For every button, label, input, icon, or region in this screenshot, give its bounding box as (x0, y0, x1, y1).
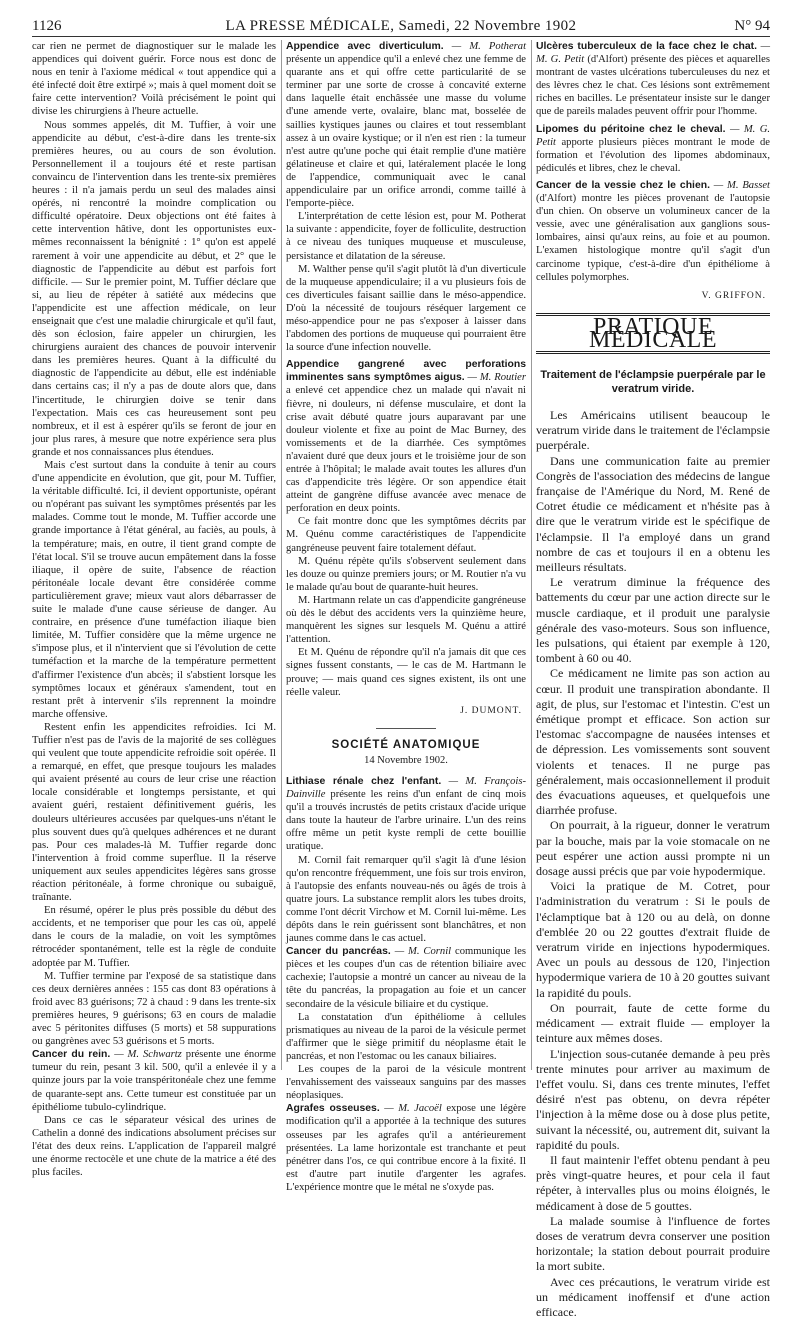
paragraph: Avec ces précautions, le veratrum viride est un médicament inoffensif et d'une action efficace. (536, 1274, 770, 1319)
issue-number: N° 94 (734, 18, 770, 34)
article-text: expose une légère modification qu'il a apportée à la technique des sutures osseuses par les agrafes qu'il a antérieurement présentées. La lame horizontale est tranchante et peut pénétrer dans l'os, ce qui contribue encore à la fixité. Il est d'autre part inutile d'argenter les agrafes. L'expérience montre que le métal ne s'oxyde pas. (286, 1103, 526, 1193)
paragraph: Dans ce cas le séparateur vésical des urines de Cathelin a donné des indications absolument précises sur l'état des deux reins. L'application de l'appareil malgré une énorme rectocèle et une chute de la matrice a été des plus faciles. (32, 1114, 276, 1179)
article-block (286, 1102, 526, 1194)
paragraph: M. Walther pense qu'il s'agit plutôt là d'un diverticule de la muqueuse appendiculaire; il a vu plusieurs fois de ces diverticules faisant saillie dans le méso-appendice. D'où la nécessité de toujours réséquer largement ce méso-appendice pour ne pas s'exposer à laisser dans l'abdomen des portions de muqueuse qui pourraient être la source d'une infection nouvelle. (286, 263, 526, 354)
paragraph: La malade soumise à l'influence de fortes doses de veratrum devra conserver une position horizontale; la station debout pourrait produire la mort subite. (536, 1213, 770, 1274)
paragraph: car rien ne permet de diagnostiquer sur le malade les appendices qui doivent guérir. Force nous est donc de nous en tenir à l'axiome médical « tout appendice qui a été infecté doit être extirpé »; mais à quel moment doit se faire cette intervention? Voilà précisément le point qui divise les chirurgiens à l'heure actuelle. (32, 41, 276, 118)
column-divider (531, 40, 532, 1070)
signature: V. GRIFFON. (701, 290, 766, 301)
article-heading: Cancer de la vessie chez le chien. (536, 179, 710, 191)
article-text: a enlevé cet appendice chez un malade qui n'avait ni fièvre, ni douleurs, ni défense musculaire, et dont la crise avait débuté quatre jours auparavant par une douleur violente et fixe au point de Mac Burney, des vomissements et de la diarrhée. Ces symptômes n'avaient duré que deux jours et le troisième jour de son entrée à l'hôpital; le malade avait toutes les allures d'un cas d'appendicite très légère. Or son appendice était atteint de gangrène diffuse avancée avec menace de perforation en deux points. (286, 385, 526, 515)
article-author: — M. Jacoël (384, 1103, 442, 1115)
article-text: présente les reins d'un enfant de cinq mois qu'il a trouvés incrustés de petits cristaux d'acide urique dans toute la hauteur de l'arbre urinaire. L'un des reins offre même un petit kyste rempli de cette bouillie uratique. (286, 789, 526, 853)
paragraph: Les coupes de la paroi de la vésicule montrent l'envahissement des vaisseaux sanguins par des masses néoplasiques. (286, 1064, 526, 1102)
paragraph: L'injection sous-cutanée demande à peu près trente minutes pour arriver au maximum de l'effet voulu. Si, dans ces trente minutes, l'effet désiré n'est pas obtenu, on devra répéter l'injection à la même dose ou à dose plus petite, suivant la nécessité, ou, autrement dit, suivant la rapidité du pouls. (536, 1046, 770, 1152)
article-heading: Ulcères tuberculeux de la face chez le chat. (536, 41, 757, 52)
article-rein (32, 1048, 276, 1113)
article-block (536, 123, 770, 175)
article-block (286, 358, 526, 515)
article-block (536, 40, 770, 119)
paragraph: Et M. Quénu de répondre qu'il n'a jamais dit que ces signes fussent constants, — le cas de M. Hartmann le prouve; — mais quand ces signes existent, ils ont une réelle valeur. (286, 647, 526, 698)
article-body (536, 408, 770, 1320)
article-heading: Cancer du pancréas. (286, 946, 391, 958)
paragraph: Il faut maintenir l'effet obtenu pendant à peu près vingt-quatre heures, et pour cela il faut répéter, à intervalles plus ou moins éloignés, le médicament à dose de 5 gouttes. (536, 1152, 770, 1213)
column-divider (281, 40, 282, 1070)
paragraph: M. Hartmann relate un cas d'appendicite gangréneuse où dès le début des accidents vers la quinzième heure, manquèrent les signes sur lesquels M. Quénu a attiré l'attention. (286, 594, 526, 646)
article-author: — M. Potherat (451, 41, 527, 52)
signature: J. DUMONT. (460, 705, 522, 716)
article-heading: Appendice gangrené avec perforations imminentes sans symptômes aigus. (286, 359, 526, 384)
paragraph: On pourrait, à la rigueur, donner le veratrum par la bouche, mais par la voie stomacale on ne peut espérer une action aussi prompte ni un dosage aussi précis que par voie hypodermique. (536, 818, 770, 879)
article-author: — M. Cornil (394, 946, 452, 958)
paragraph: En résumé, opérer le plus près possible du début des accidents, et ne temporiser que pour les cas où, appelé dans le cours de la maladie, on voit les symptômes rétrocéder spontanément, telle est la règle de conduite adoptée par M. Tuffier. (32, 905, 276, 969)
column-2 (286, 40, 527, 1193)
article-author: — M. François-Dainville (286, 775, 526, 801)
column-3 (536, 40, 771, 1319)
paragraph: Mais c'est surtout dans la conduite à tenir au cours d'une appendicite en évolution, que git, pour M. Tuffier, la véritable difficulté. Ici, il devient opportuniste, opérant ou n'opérant pas suivant les symptômes présentés par les malades. Comme tout le monde, M. Tuffier accorde une grande importance à l'état général, au faciès, au pouls, à la température; mais, en outre, il tient grand compte de l'état local. S'il se trouve aucun empâtement dans la fosse iliaque, il opère de suite, l'absence de réaction péritonéale locale devant être considérée comme particulièrement grave; mieux vaut alors débarrasser de suite le malade d'une cause sérieuse de danger. Au contraire, en présence d'une tuméfaction iliaque bien limitée, M. Tuffier considère que la même urgence ne s'impose plus, et il n'intervient que si l'évolution de cette tuméfaction et la marche de la température permettent d'affirmer l'existence d'un abcès; il s'abstient lorsque les symptômes locaux et généraux s'amendent, tout en restant prêt à intervenir s'ils reprennent la moindre marche offensive. (32, 460, 276, 720)
article-heading: Appendice avec diverticulum. (286, 41, 444, 52)
article-block (536, 179, 770, 284)
article-subtitle: Traitement de l'éclampsie puerpérale par le veratrum viride. (540, 368, 766, 395)
paragraph: On pourrait, faute de cette forme du médicament — extrait fluide — employer la teinture aux mêmes doses. (536, 1000, 770, 1046)
article-block (286, 945, 526, 1010)
journal-title: LA PRESSE MÉDICALE, Samedi, 22 Novembre 1902 (225, 18, 577, 34)
column-1 (32, 40, 276, 1179)
section-banner: PRATIQUE MÉDICALE (536, 313, 770, 354)
paragraph: Dans une communication faite au premier Congrès de l'association des médecins de langue française de l'Amérique du Nord, M. René de Cotret étudie ce médicament et n'hésite pas à dire que le veratrum viride est le spécifique de l'éclampsie. Il l'a employé dans un grand nombre de cas et toujours il en a obtenu les meilleurs résultats. (536, 453, 770, 574)
paragraph: Restent enfin les appendicites refroidies. Ici M. Tuffier n'est pas de l'avis de la majorité de ses collègues qui veulent que toute appendicite refroidie soit opérée. Il a remarqué, en effet, que presque toujours les malades qui avaient présenté au cours de leur crise une réaction locale considérable et longtemps persistante, et qui avaient guéri, restaient définitivement guéris, les douleurs ultérieures accusées par quelques-uns n'étant le plus souvent dues qu'à quelques adhérences et ne durant pas. Pour ces malades-là M. Tuffier regarde donc l'intervention à froid comme superflue. Il la réserve uniquement aux seules appendicites légères sans grosse réaction péritonéale, à forme chronique ou subaiguë, traînante. (32, 721, 276, 904)
paragraph: Ce fait montre donc que les symptômes décrits par M. Quénu comme caractéristiques de l'appendicite gangréneuse peuvent faire totalement défaut. (286, 516, 526, 554)
paragraph: La constatation d'un épithéliome à cellules prismatiques au niveau de la paroi de la vésicule permet d'affirmer que le siège primitif du néoplasme était le pancréas, et non l'estomac ou les canaux biliaires. (286, 1011, 526, 1062)
paragraph: Nous sommes appelés, dit M. Tuffier, à voir une appendicite au début, c'est-à-dire dans les trente-six premières heures, ou au cours de son évolution. Personnellement il a toujours été et reste partisan convaincu de l'intervention dans les trente-six premières heures : il n'a jamais perdu un seul des malades ainsi opérés, ni rencontré la moindre complication ou difficulté opératoire. Deux objections ont été faites à cette intervention hâtive, dont les opportunistes eux-mêmes reconnaissent la bénignité : 1° qu'on est appelé rarement à voir une appendicite au début, et 2° que le diagnostic de l'appendicite au début est parfois fort difficile. — Sur le premier point, M. Tuffier déclare que si, au lieu de répéter à satiété aux médecins que l'appendicite est une affection médicale, on leur enseignait que c'est une maladie chirurgicale et qu'il faut, dès son éclosion, faire appeler un chirurgien, les chirurgiens auraient des chances de pouvoir intervenir dans les premières heures. Quant à la difficulté du diagnostic de l'appendicite au début, elle est indéniable dans certains cas; il n'y a pas de doute alors que, dans l'incertitude, le chirurgien doive se tenir dans l'expectation. Mais ces cas heureusement sont peu nombreux, et il est à espérer qu'ils se feront de jour en jour plus rares, à mesure que notre expérience sera plus grande et nos connaissances plus étendues. (32, 119, 276, 458)
article-block (286, 775, 526, 854)
article-heading: Cancer du rein. (32, 1049, 111, 1061)
paragraph: Le veratrum diminue la fréquence des battements du cœur par une action directe sur le muscle cardiaque, et il produit une paralysie générale des vaso-moteurs. Sous son influence, les pulsations, qui étaient par exemple à 120, tombent à 60 ou 40. (536, 575, 770, 666)
article-author: — M. G. Petit (536, 123, 771, 148)
article-text: apporte plusieurs pièces montrant le mode de formation et l'évolution des lipomes abdominaux, pédiculés et libres, chez le cheval. (536, 136, 770, 174)
paragraph: Voici la pratique de M. Cotret, pour l'administration du veratrum : Si le pouls de l'éclamptique bat à 120 ou au delà, on donne d'emblée 20 ou 22 gouttes d'extrait fluide de veratrum viride en injections hypodermiques. Avec un pouls au dessous de 120, l'injection hypodermique variera de 10 à 20 gouttes suivant la rapidité du pouls. (536, 879, 770, 1000)
paragraph: Les Américains utilisent beaucoup le veratrum viride dans le traitement de l'éclampsie puerpérale. (536, 407, 770, 453)
paragraph: M. Cornil fait remarquer qu'il s'agit là d'une lésion qu'on rencontre fréquemment, une fois sur trois environ, à l'autopsie des enfants nouveau-nés ou âgés de trois à quatre jours. La substance remplit alors les tubes droits, comme l'ont décrit Virchow et M. Cornil lui-même. Les dépôts dans le rein guérissent sont blanchâtres, et non jaunes comme dans le cas actuel. (286, 854, 526, 945)
article-heading: Lipomes du péritoine chez le cheval. (536, 123, 726, 135)
section-separator (376, 728, 436, 729)
article-text: présente un appendice qu'il a enlevé chez une femme de quarante ans et qui offre cette particularité de se terminer par une sorte de crosse à concavité externe dans laquelle était enchâssée une masse du volume d'une amende verte, ovalaire, blanc mat, bosselée de saillies kystiques jaunes ou claires et tout ressemblant assez à un ovaire kystique; or il n'en est rien : la tumeur n'est autre qu'une poche qui était remplie d'une matière gélatineuse et claire et qui, latéralement placée le long de l'appendice, communiquait avec le canal appendiculaire par un orifice arrondi, comme taillé à l'emporte-pièce. (286, 54, 526, 210)
paragraph: M. Quénu répète qu'ils s'observent seulement dans les douze ou quinze premiers jours; or M. Routier n'a vu le malade qu'au bout de quarante-huit heures. (286, 555, 526, 593)
article-text: (d'Alfort) présente des pièces et aquarelles montrant de vastes ulcérations tuberculeuses du nez et des lèvres chez le chat. Ces lésions sont extrêmement riches en bacilles. Le présentateur insiste sur le danger que de pareils malades peuvent offrir pour l'homme. (536, 54, 770, 118)
paragraph: M. Tuffier termine par l'exposé de sa statistique dans ces deux dernières années : 155 cas dont 83 opérations à froid avec 83 guérisons; 72 à chaud : 9 dans les trente-six premières heures, 9 guérisons; 63 en cours de maladie avec 5 péritonites diffuses (5 morts) et 58 suppurations ou gangrènes avec 53 guérisons et 5 morts. (32, 970, 276, 1048)
article-text: (d'Alfort) montre les pièces provenant de l'autopsie d'un chien. On observe un volumineux cancer de la vessie, avec une généralisation aux ganglions sous-lombaires, ainsi qu'aux reins, au foie et au poumon. L'examen histologique montre qu'il s'agit d'un carcinome typique, c'est-à-dire d'un épithéliome à cellules polymorphes. (536, 193, 770, 283)
article-heading: Agrafes osseuses. (286, 1103, 380, 1115)
running-header (32, 12, 770, 34)
article-heading: Lithiase rénale chez l'enfant. (286, 775, 442, 787)
header-rule (32, 36, 770, 37)
article-block (286, 40, 526, 210)
article-author: — M. Schwartz (114, 1049, 182, 1061)
paragraph: Ce médicament ne limite pas son action au cœur. Il produit une transpiration abondante. Il agit, de plus, sur l'estomac et l'intestin. C'est un émétique prompt et efficace. Son action sur l'estomac s'accompagne de nausées intenses et de dépression. Les vomissements sont souvent violents et tenaces. Il ne purge pas généralement, mais occasionnellement il produit des évacuations aqueuses, et quelquefois une diarrhée profuse. (536, 666, 770, 818)
section-date: 14 Novembre 1902. (364, 754, 448, 766)
page-number: 1126 (32, 18, 62, 34)
paragraph: L'interprétation de cette lésion est, pour M. Potherat la suivante : appendicite, foyer de folliculite, destruction à ce niveau des tuniques muqueuse et musculeuse, persistance et dilatation de la séreuse. (286, 211, 526, 262)
article-author: — M. G. Petit (536, 41, 770, 66)
article-author: — M. Routier (467, 372, 527, 384)
article-text: présente une énorme tumeur du rein, pesant 3 kil. 500, qu'il a enlevée il y a quinze jours par la voie transpéritonéale chez une femme de quarante-sept ans. Cette tumeur est constituée par un épithéliome tubulo-cylindrique. (32, 1049, 276, 1113)
article-text: communique les pièces et les coupes d'un cas de rétention biliaire avec cachexie; l'autopsie a montré un cancer au niveau de la tête du pancréas, la propagation au foie et un cancer secondaire de la vésicule biliaire et du cystique. (286, 946, 527, 1010)
article-author: — M. Basset (713, 179, 770, 191)
section-title: SOCIÉTÉ ANATOMIQUE (331, 738, 481, 751)
